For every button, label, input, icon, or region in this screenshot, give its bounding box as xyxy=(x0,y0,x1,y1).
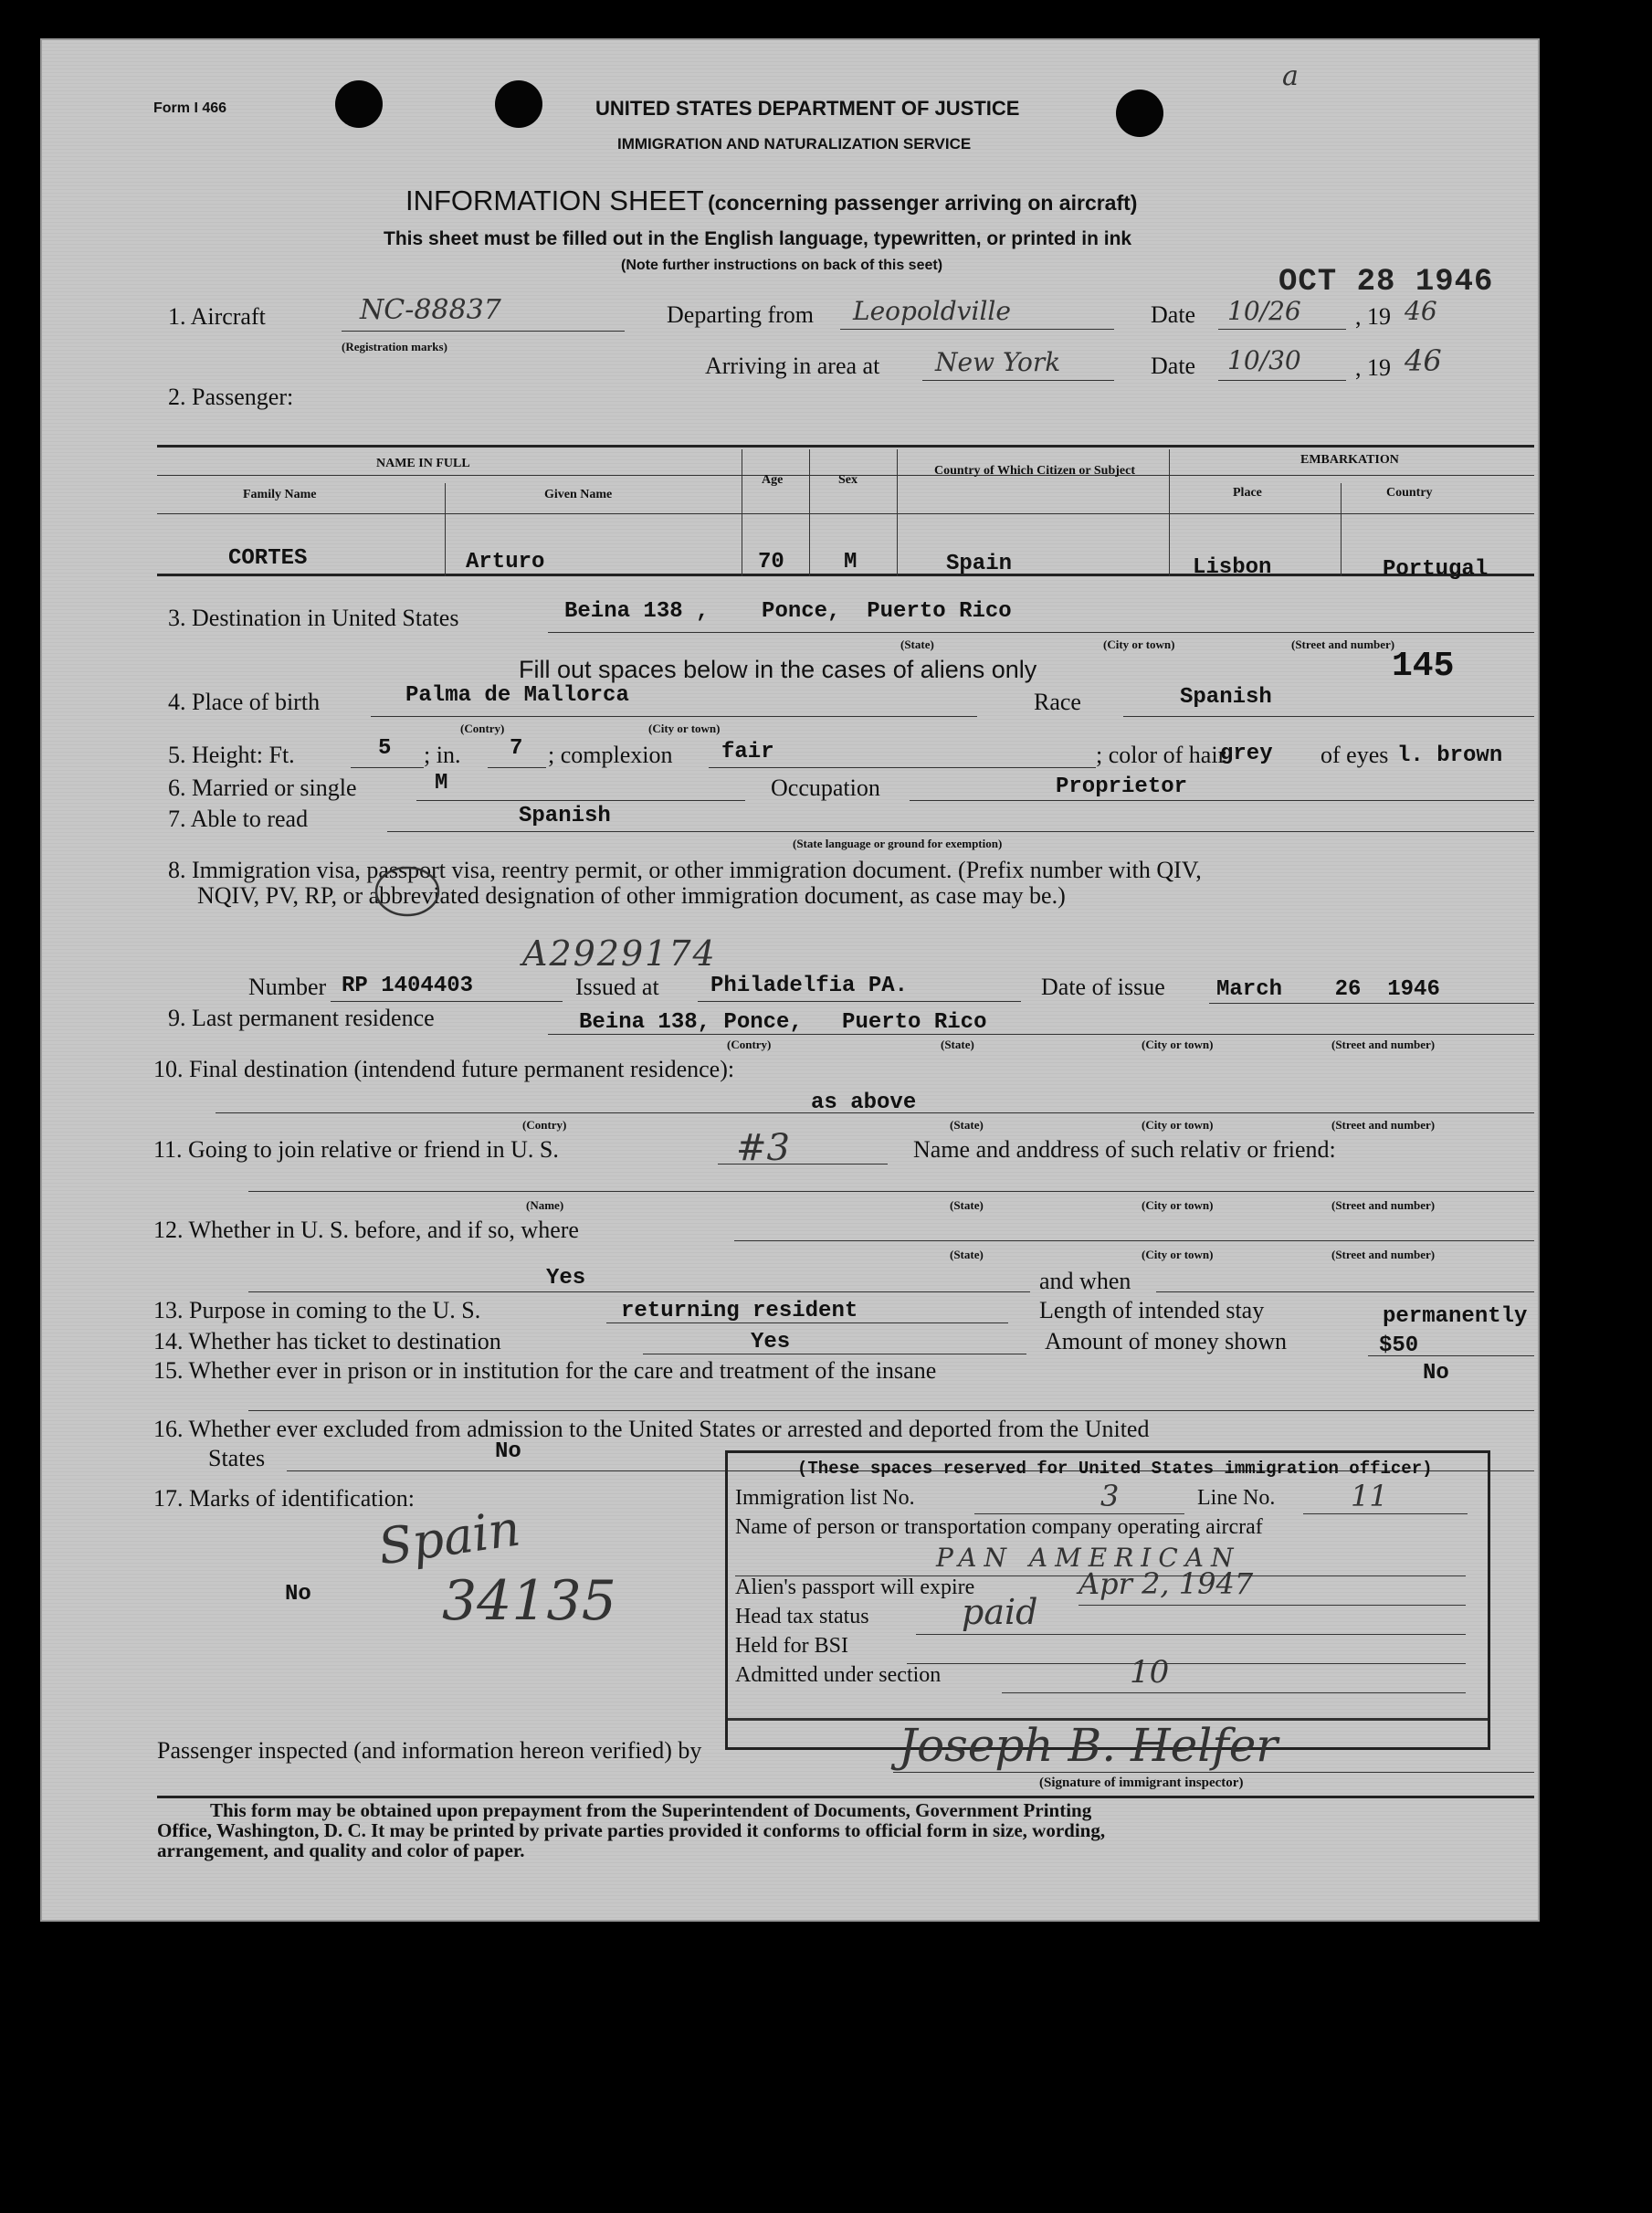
eye-color-label: of eyes xyxy=(1321,742,1389,768)
before-caption-state: (State) xyxy=(950,1248,984,1261)
able-to-read-label: 7. Able to read xyxy=(168,806,309,832)
read-caption: (State language or ground for exemption) xyxy=(793,837,1003,850)
instruction-line: This sheet must be filled out in the English language, typewritten, or printed in ink xyxy=(384,228,1132,249)
intended-stay-label: Length of intended stay xyxy=(1039,1297,1265,1323)
destination-label: 3. Destination in United States xyxy=(168,605,459,631)
head-tax-value: paid xyxy=(962,1592,1038,1632)
header-name-in-full: NAME IN FULL xyxy=(376,457,470,470)
head-tax-label: Head tax status xyxy=(735,1605,869,1628)
age-value: 70 xyxy=(758,550,784,574)
excluded-line-1: 16. Whether ever excluded from admission to the United States or arrested and deported from the United xyxy=(153,1416,1150,1442)
header-country-citizen: Country of Which Citizen or Subject xyxy=(934,464,1135,478)
arrive-year-value: 46 xyxy=(1405,343,1442,378)
race-label: Race xyxy=(1034,689,1081,715)
issued-at-value: Philadelfia PA. xyxy=(710,974,909,998)
admitted-section-value: 10 xyxy=(1130,1654,1170,1691)
last-residence-value: Beina 138, Ponce, Puerto Rico xyxy=(579,1010,987,1035)
identification-marks-label: 17. Marks of identification: xyxy=(153,1485,415,1512)
form-title-sub: (concerning passenger arriving on aircraft) xyxy=(708,191,1138,215)
immigration-list-label: Immigration list No. xyxy=(735,1486,915,1510)
money-value: $50 xyxy=(1379,1333,1419,1358)
height-label: 5. Height: Ft. xyxy=(168,742,295,768)
married-value: M xyxy=(435,771,448,796)
and-when-label: and when xyxy=(1039,1268,1131,1294)
destination-caption-street: (Street and number) xyxy=(1291,638,1395,651)
header-family-name: Family Name xyxy=(243,488,317,501)
birth-value: Palma de Mallorca xyxy=(405,683,629,708)
hair-color-label: ; color of hair xyxy=(1096,742,1226,768)
received-date-stamp: OCT 28 1946 xyxy=(1278,265,1494,300)
country-value: Spain xyxy=(946,552,1013,576)
depart-date-value: 10/26 xyxy=(1227,296,1301,326)
excluded-line-2: States xyxy=(208,1445,266,1471)
ticket-label: 14. Whether has ticket to destination xyxy=(153,1328,501,1354)
immigration-list-value: 3 xyxy=(1100,1479,1120,1513)
intended-stay-value: permanently xyxy=(1383,1304,1528,1329)
destination-caption-state: (State) xyxy=(900,638,934,651)
departing-value: Leopoldville xyxy=(853,296,1011,326)
destination-caption-city: (City or town) xyxy=(1103,638,1175,651)
inspected-by-label: Passenger inspected (and information hereon verified) by xyxy=(157,1737,702,1764)
aircraft-label: 1. Aircraft xyxy=(168,303,266,330)
in-us-before-value: Yes xyxy=(546,1266,586,1291)
relative-caption-street: (Street and number) xyxy=(1331,1198,1436,1212)
birth-caption-country: (Contry) xyxy=(460,722,505,735)
relative-caption-state: (State) xyxy=(950,1198,984,1212)
header-given-name: Given Name xyxy=(544,488,613,501)
inspector-signature: Joseph B. Helfer xyxy=(899,1719,1278,1772)
residence-caption-state: (State) xyxy=(941,1038,974,1051)
height-inches-label: ; in. xyxy=(424,742,461,768)
last-residence-label: 9. Last permanent residence xyxy=(168,1005,435,1031)
complexion-label: ; complexion xyxy=(548,742,673,768)
passport-expire-value: Apr 2, 1947 xyxy=(1079,1566,1254,1601)
aliens-only-note: Fill out spaces below in the cases of aliens only xyxy=(519,656,1037,683)
relative-name-label: Name and anddress of such relativ or friend: xyxy=(913,1136,1336,1163)
depart-year-prefix: , 19 xyxy=(1355,303,1391,330)
final-caption-street: (Street and number) xyxy=(1331,1118,1436,1132)
footer-line-3: arrangement, and quality and color of paper. xyxy=(157,1839,525,1861)
relative-value: #3 xyxy=(736,1127,790,1169)
money-label: Amount of money shown xyxy=(1045,1328,1288,1354)
instruction-note: (Note further instructions on back of this seet) xyxy=(621,258,943,273)
hair-color-value: grey xyxy=(1220,742,1273,766)
departing-label: Departing from xyxy=(667,301,815,328)
arriving-value: New York xyxy=(935,347,1061,377)
embark-country-value: Portugal xyxy=(1383,557,1489,582)
immigration-line-2: NQIV, PV, RP, or abbreviated designation of other immigration document, as case may be.) xyxy=(197,882,1066,909)
company-value: PAN AMERICAN xyxy=(936,1543,1241,1573)
rp-circle xyxy=(371,864,444,919)
arrive-date-value: 10/30 xyxy=(1227,345,1301,375)
document-number-value: RP 1404403 xyxy=(342,974,474,998)
final-destination-label: 10. Final destination (intendend future permanent residence): xyxy=(153,1056,735,1082)
document-number-label: Number xyxy=(248,974,327,1000)
officer-box-title: (These spaces reserved for United States immigration officer) xyxy=(797,1459,1433,1479)
before-caption-street: (Street and number) xyxy=(1331,1248,1436,1261)
final-caption-city: (City or town) xyxy=(1142,1118,1214,1132)
header-embarkation-country: Country xyxy=(1386,486,1433,500)
ticket-value: Yes xyxy=(751,1330,791,1354)
final-destination-value: as above xyxy=(811,1091,917,1115)
header-embarkation-place: Place xyxy=(1233,486,1262,500)
form-title xyxy=(405,184,1137,217)
footer-line-2: Office, Washington, D. C. It may be printed by private parties provided it conforms to official form in size, wording, xyxy=(157,1819,1106,1841)
race-value: Spanish xyxy=(1180,685,1272,710)
occupation-label: Occupation xyxy=(771,775,880,801)
issued-at-label: Issued at xyxy=(575,974,659,1000)
residence-caption-country: (Contry) xyxy=(727,1038,772,1051)
corner-handwritten-mark: a xyxy=(1282,60,1299,92)
handwritten-spain: Spain xyxy=(374,1499,524,1576)
header-age: Age xyxy=(762,473,784,487)
service-title: IMMIGRATION AND NATURALIZATION SERVICE xyxy=(617,135,972,153)
line-number-label: Line No. xyxy=(1197,1486,1276,1510)
height-feet-value: 5 xyxy=(378,736,392,761)
depart-date-label: Date xyxy=(1151,301,1196,328)
punch-hole-center xyxy=(495,80,542,128)
prison-value: No xyxy=(1423,1361,1449,1386)
destination-value: Beina 138 , Ponce, Puerto Rico xyxy=(564,599,1012,624)
residence-caption-street: (Street and number) xyxy=(1331,1038,1436,1051)
final-caption-country: (Contry) xyxy=(522,1118,567,1132)
date-of-issue-value: March 26 1946 xyxy=(1216,977,1440,1002)
department-title: UNITED STATES DEPARTMENT OF JUSTICE xyxy=(595,97,1020,120)
family-name-value: CORTES xyxy=(228,546,308,571)
prison-label: 15. Whether ever in prison or in institution for the care and treatment of the insane xyxy=(153,1357,937,1384)
birth-label: 4. Place of birth xyxy=(168,689,321,715)
punch-hole-right xyxy=(1116,90,1163,137)
embark-place-value: Lisbon xyxy=(1193,555,1272,580)
inspector-signature-caption: (Signature of immigrant inspector) xyxy=(1039,1776,1244,1790)
form-title-main: INFORMATION SHEET xyxy=(405,184,704,216)
information-sheet-form xyxy=(40,38,1540,1922)
company-label: Name of person or transportation company operating aircraf xyxy=(735,1515,1263,1539)
immigration-handwritten-number: A2929174 xyxy=(522,933,717,974)
number-stamp: 145 xyxy=(1392,647,1455,686)
eye-color-value: l. brown xyxy=(1397,743,1503,768)
before-caption-city: (City or town) xyxy=(1142,1248,1214,1261)
relative-label: 11. Going to join relative or friend in U. S. xyxy=(153,1136,559,1163)
purpose-value: returning resident xyxy=(621,1299,858,1323)
passport-expire-label: Alien's passport will expire xyxy=(735,1575,975,1599)
registration-caption: (Registration marks) xyxy=(342,340,447,353)
relative-caption-name: (Name) xyxy=(526,1198,564,1212)
line-number-value: 11 xyxy=(1351,1479,1388,1513)
married-label: 6. Married or single xyxy=(168,775,357,801)
arrive-year-prefix: , 19 xyxy=(1355,354,1391,381)
date-of-issue-label: Date of issue xyxy=(1041,974,1165,1000)
purpose-label: 13. Purpose in coming to the U. S. xyxy=(153,1297,481,1323)
form-number: Form I 466 xyxy=(153,100,227,116)
admitted-section-label: Admitted under section xyxy=(735,1663,942,1687)
handwritten-number: 34135 xyxy=(442,1569,616,1633)
identification-marks-value: No xyxy=(285,1582,311,1607)
depart-year-value: 46 xyxy=(1405,296,1437,326)
final-caption-state: (State) xyxy=(950,1118,984,1132)
relative-caption-city: (City or town) xyxy=(1142,1198,1214,1212)
passenger-label: 2. Passenger: xyxy=(168,384,294,410)
in-us-before-label: 12. Whether in U. S. before, and if so, where xyxy=(153,1217,579,1243)
footer-line-1: This form may be obtained upon prepayment from the Superintendent of Documents, Government Printing xyxy=(210,1799,1092,1821)
officer-box xyxy=(725,1450,1490,1750)
given-name-value: Arturo xyxy=(466,550,545,574)
birth-caption-city: (City or town) xyxy=(648,722,721,735)
header-embarkation: EMBARKATION xyxy=(1300,453,1399,467)
height-inches-value: 7 xyxy=(510,736,523,761)
able-to-read-value: Spanish xyxy=(519,804,611,828)
arriving-label: Arriving in area at xyxy=(705,353,880,379)
header-sex: Sex xyxy=(838,473,858,487)
occupation-value: Proprietor xyxy=(1056,775,1188,799)
arrive-date-label: Date xyxy=(1151,353,1196,379)
punch-hole-left xyxy=(335,80,383,128)
complexion-value: fair xyxy=(721,740,774,764)
sex-value: M xyxy=(844,550,858,574)
aircraft-registration-value: NC-88837 xyxy=(360,294,501,326)
residence-caption-city: (City or town) xyxy=(1142,1038,1214,1051)
excluded-value: No xyxy=(495,1439,521,1464)
immigration-line-1: 8. Immigration visa, passport visa, reentry permit, or other immigration document. (Prefix number with QIV, xyxy=(168,857,1202,883)
held-for-bsi-label: Held for BSI xyxy=(735,1634,848,1658)
